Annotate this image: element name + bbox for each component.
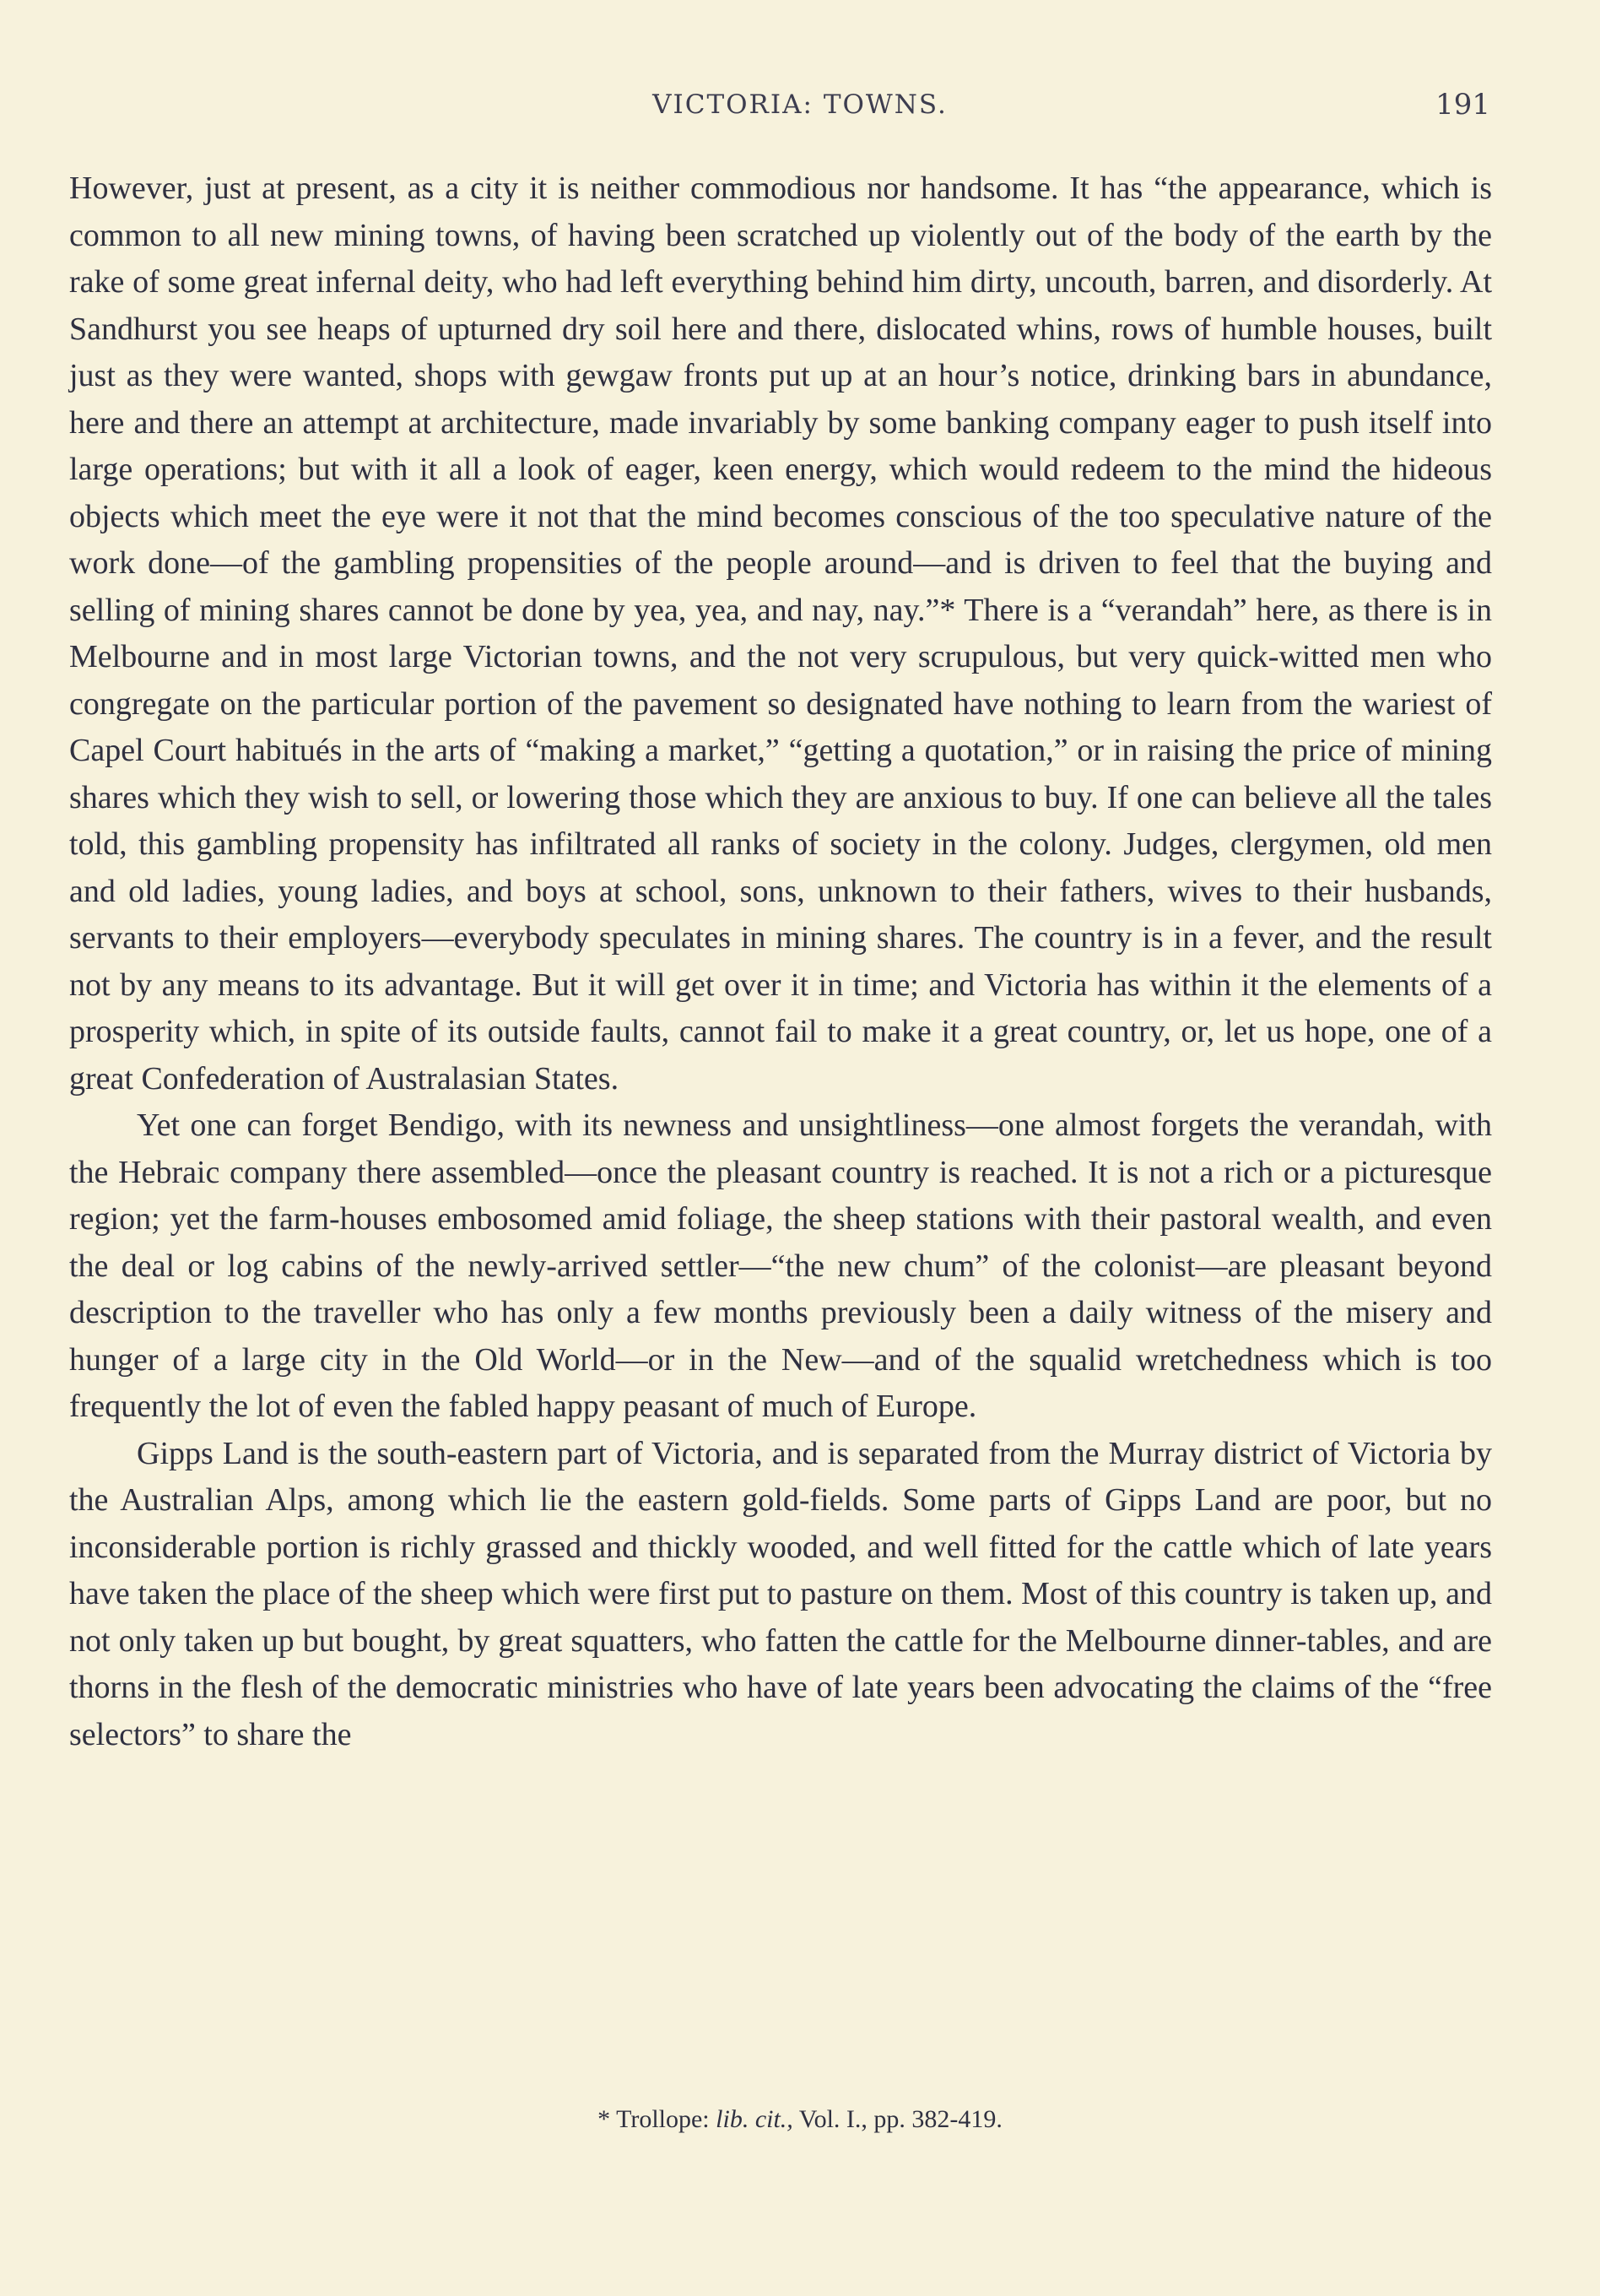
page-number: 191 [1435, 88, 1490, 122]
footnote-marker: * [597, 2105, 611, 2133]
body-text [69, 165, 1492, 1758]
footnote-reference: Vol. I., pp. 382-419. [798, 2105, 1003, 2133]
footnote-author: Trollope: [616, 2105, 710, 2133]
paragraph-3: Gipps Land is the south-eastern part of Victoria, and is separated from the Murray district of Victoria by the Australian Alps, among which lie the eastern gold-fields. Some parts of Gipps Land are poor, but no inconsiderable portion is richly grassed and thickly wooded, and well fitted for the cattle which of late years have taken the place of the sheep which were first put to pasture on them. Most of this country is taken up, and not only taken up but bought, by great squatters, who fatten the cattle for the Melbourne dinner-tables, and are thorns in the flesh of the democratic ministries who have of late years been advocating the claims of the “free selectors” to share the [69, 1435, 1492, 1752]
footnote-citation: lib. cit., [716, 2105, 793, 2133]
footnote [0, 2105, 1600, 2134]
paragraph-1: However, just at present, as a city it is neither commodious nor handsome. It has “the appearance, which is common to all new mining towns, of having been scratched up violently out of the body of the earth by the rake of some great infernal deity, who had left everything behind him dirty, uncouth, barren, and disorderly. At Sandhurst you see heaps of upturned dry soil here and there, dislocated whins, rows of humble houses, built just as they were wanted, shops with gewgaw fronts put up at an hour’s notice, drinking bars in abundance, here and there an attempt at architecture, made invariably by some banking company eager to push itself into large operations; but with it all a look of eager, keen energy, which would redeem to the mind the hideous objects which meet the eye were it not that the mind becomes conscious of the too speculative nature of the work done—of the gambling propensities of the people around—and is driven to feel that the buying and selling of mining shares cannot be done by yea, yea, and nay, nay.”* There is a “verandah” here, as there is in Melbourne and in most large Victorian towns, and the not very scrupulous, but very quick-witted men who congregate on the particular portion of the pavement so designated have nothing to learn from the wariest of Capel Court habitués in the arts of “making a market,” “getting a quotation,” or in raising the price of mining shares which they wish to sell, or lowering those which they are anxious to buy. If one can believe all the tales told, this gambling propensity has infiltrated all ranks of society in the colony. Judges, clergymen, old men and old ladies, young ladies, and boys at school, sons, unknown to their fathers, wives to their husbands, servants to their employers—everybody speculates in mining shares. The country is in a fever, and the result not by any means to its advantage. But it will get over it in time; and Victoria has within it the elements of a prosperity which, in spite of its outside faults, cannot fail to make it a great country, or, let us hope, one of a great Confederation of Australasian States. [69, 171, 1492, 1097]
running-head [0, 84, 1600, 125]
page-title: VICTORIA: TOWNS. [652, 89, 948, 120]
paragraph-2: Yet one can forget Bendigo, with its newness and unsightliness—one almost forgets the verandah, with the Hebraic company there assembled—once the pleasant country is reached. It is not a rich or a picturesque region; yet the farm-houses embosomed amid foliage, the sheep stations with their pastoral wealth, and even the deal or log cabins of the newly-arrived settler—“the new chum” of the colonist—are pleasant beyond description to the traveller who has only a few months previously been a daily witness of the misery and hunger of a large city in the Old World—or in the New—and of the squalid wretchedness which is too frequently the lot of even the fabled happy peasant of much of Europe. [69, 1107, 1492, 1424]
